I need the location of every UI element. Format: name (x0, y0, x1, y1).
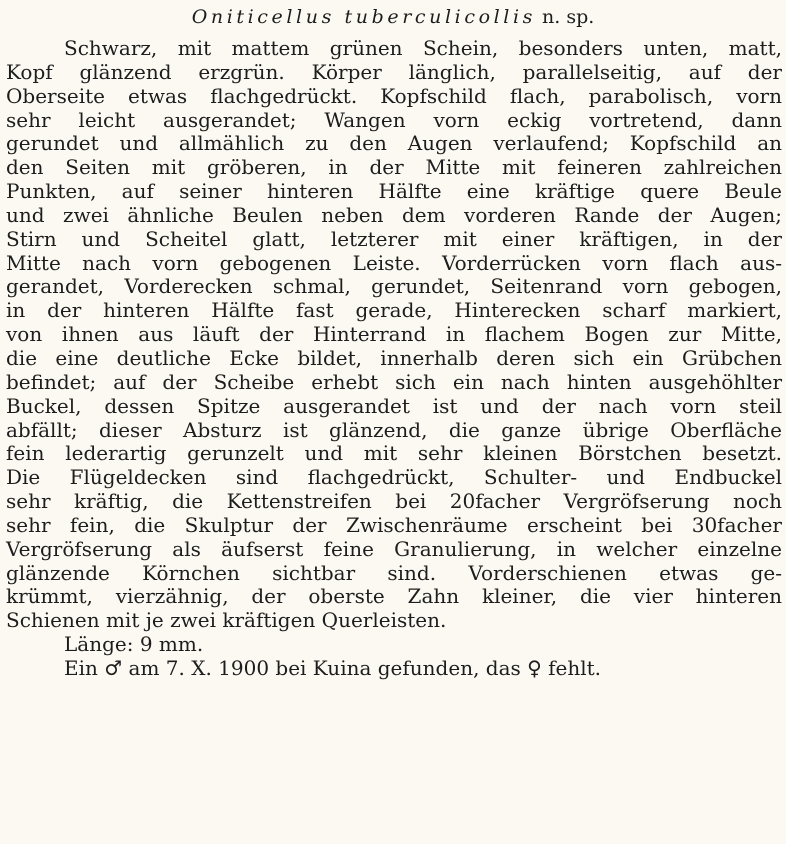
text-line: Schwarz, mit mattem grünen Schein, besonders unten, matt, (64, 36, 782, 60)
text-line: sehr fein, die Skulptur der Zwischenräume erscheint bei 30facher (6, 512, 782, 537)
length-line: Länge: 9 mm. (64, 632, 204, 657)
text-line: Schienen mit je zwei kräftigen Querleisten. (6, 608, 447, 633)
text-line: Stirn und Scheitel glatt, letzterer mit einer kräftigen, in der (6, 226, 782, 251)
text-line: Punkten, auf seiner hinteren Hälfte eine kräftige quere Beule (6, 179, 782, 204)
text-line: krümmt, vierzähnig, der oberste Zahn kleiner, die vier hinteren (6, 584, 782, 609)
text-line: sehr kräftig, die Kettenstreifen bei 20facher Vergröfserung noch (6, 489, 782, 514)
text-line: gerundet und allmählich zu den Augen verlaufend; Kopfschild an (6, 131, 782, 156)
text-line: Buckel, dessen Spitze ausgerandet ist und der nach vorn steil (6, 393, 782, 418)
text-line: gerandet, Vorderecken schmal, gerundet, Seitenrand vorn gebogen, (6, 274, 782, 299)
text-line: in der hinteren Hälfte fast gerade, Hinterecken scharf markiert, (6, 298, 782, 323)
text-line: befindet; auf der Scheibe erhebt sich ein nach hinten ausgehöhlter (6, 369, 782, 394)
find-line: Ein ♂ am 7. X. 1900 bei Kuina gefunden, das ♀ fehlt. (64, 655, 602, 680)
description-text (6, 37, 782, 681)
text-line: und zwei ähnliche Beulen neben dem vorderen Rande der Augen; (6, 202, 782, 227)
text-line: Die Flügeldecken sind flachgedrückt, Schulter- und Endbuckel (6, 465, 782, 490)
text-line: fein lederartig gerunzelt und mit sehr kleinen Börstchen besetzt. (6, 441, 782, 466)
species-name: Oniticellus tuberculicollis (191, 6, 537, 28)
text-line: die eine deutliche Ecke bildet, innerhalb deren sich ein Grübchen (6, 345, 782, 370)
text-line: glänzende Körnchen sichtbar sind. Vorderschienen etwas ge- (6, 560, 782, 585)
text-line: Vergröfserung als äufserst feine Granulierung, in welcher einzelne (6, 536, 782, 561)
species-heading (0, 4, 786, 30)
new-species-marker: n. sp. (542, 6, 595, 28)
text-line: Kopf glänzend erzgrün. Körper länglich, parallelseitig, auf der (6, 59, 782, 84)
text-line: Mitte nach vorn gebogenen Leiste. Vorderrücken vorn flach aus- (6, 250, 782, 275)
text-line: sehr leicht ausgerandet; Wangen vorn eckig vortretend, dann (6, 107, 782, 132)
text-line: abfällt; dieser Absturz ist glänzend, die ganze übrige Oberfläche (6, 417, 782, 442)
text-line: Oberseite etwas flachgedrückt. Kopfschild flach, parabolisch, vorn (6, 83, 782, 108)
text-line: den Seiten mit gröberen, in der Mitte mit feineren zahlreichen (6, 155, 782, 180)
text-line: von ihnen aus läuft der Hinterrand in flachem Bogen zur Mitte, (6, 322, 782, 347)
